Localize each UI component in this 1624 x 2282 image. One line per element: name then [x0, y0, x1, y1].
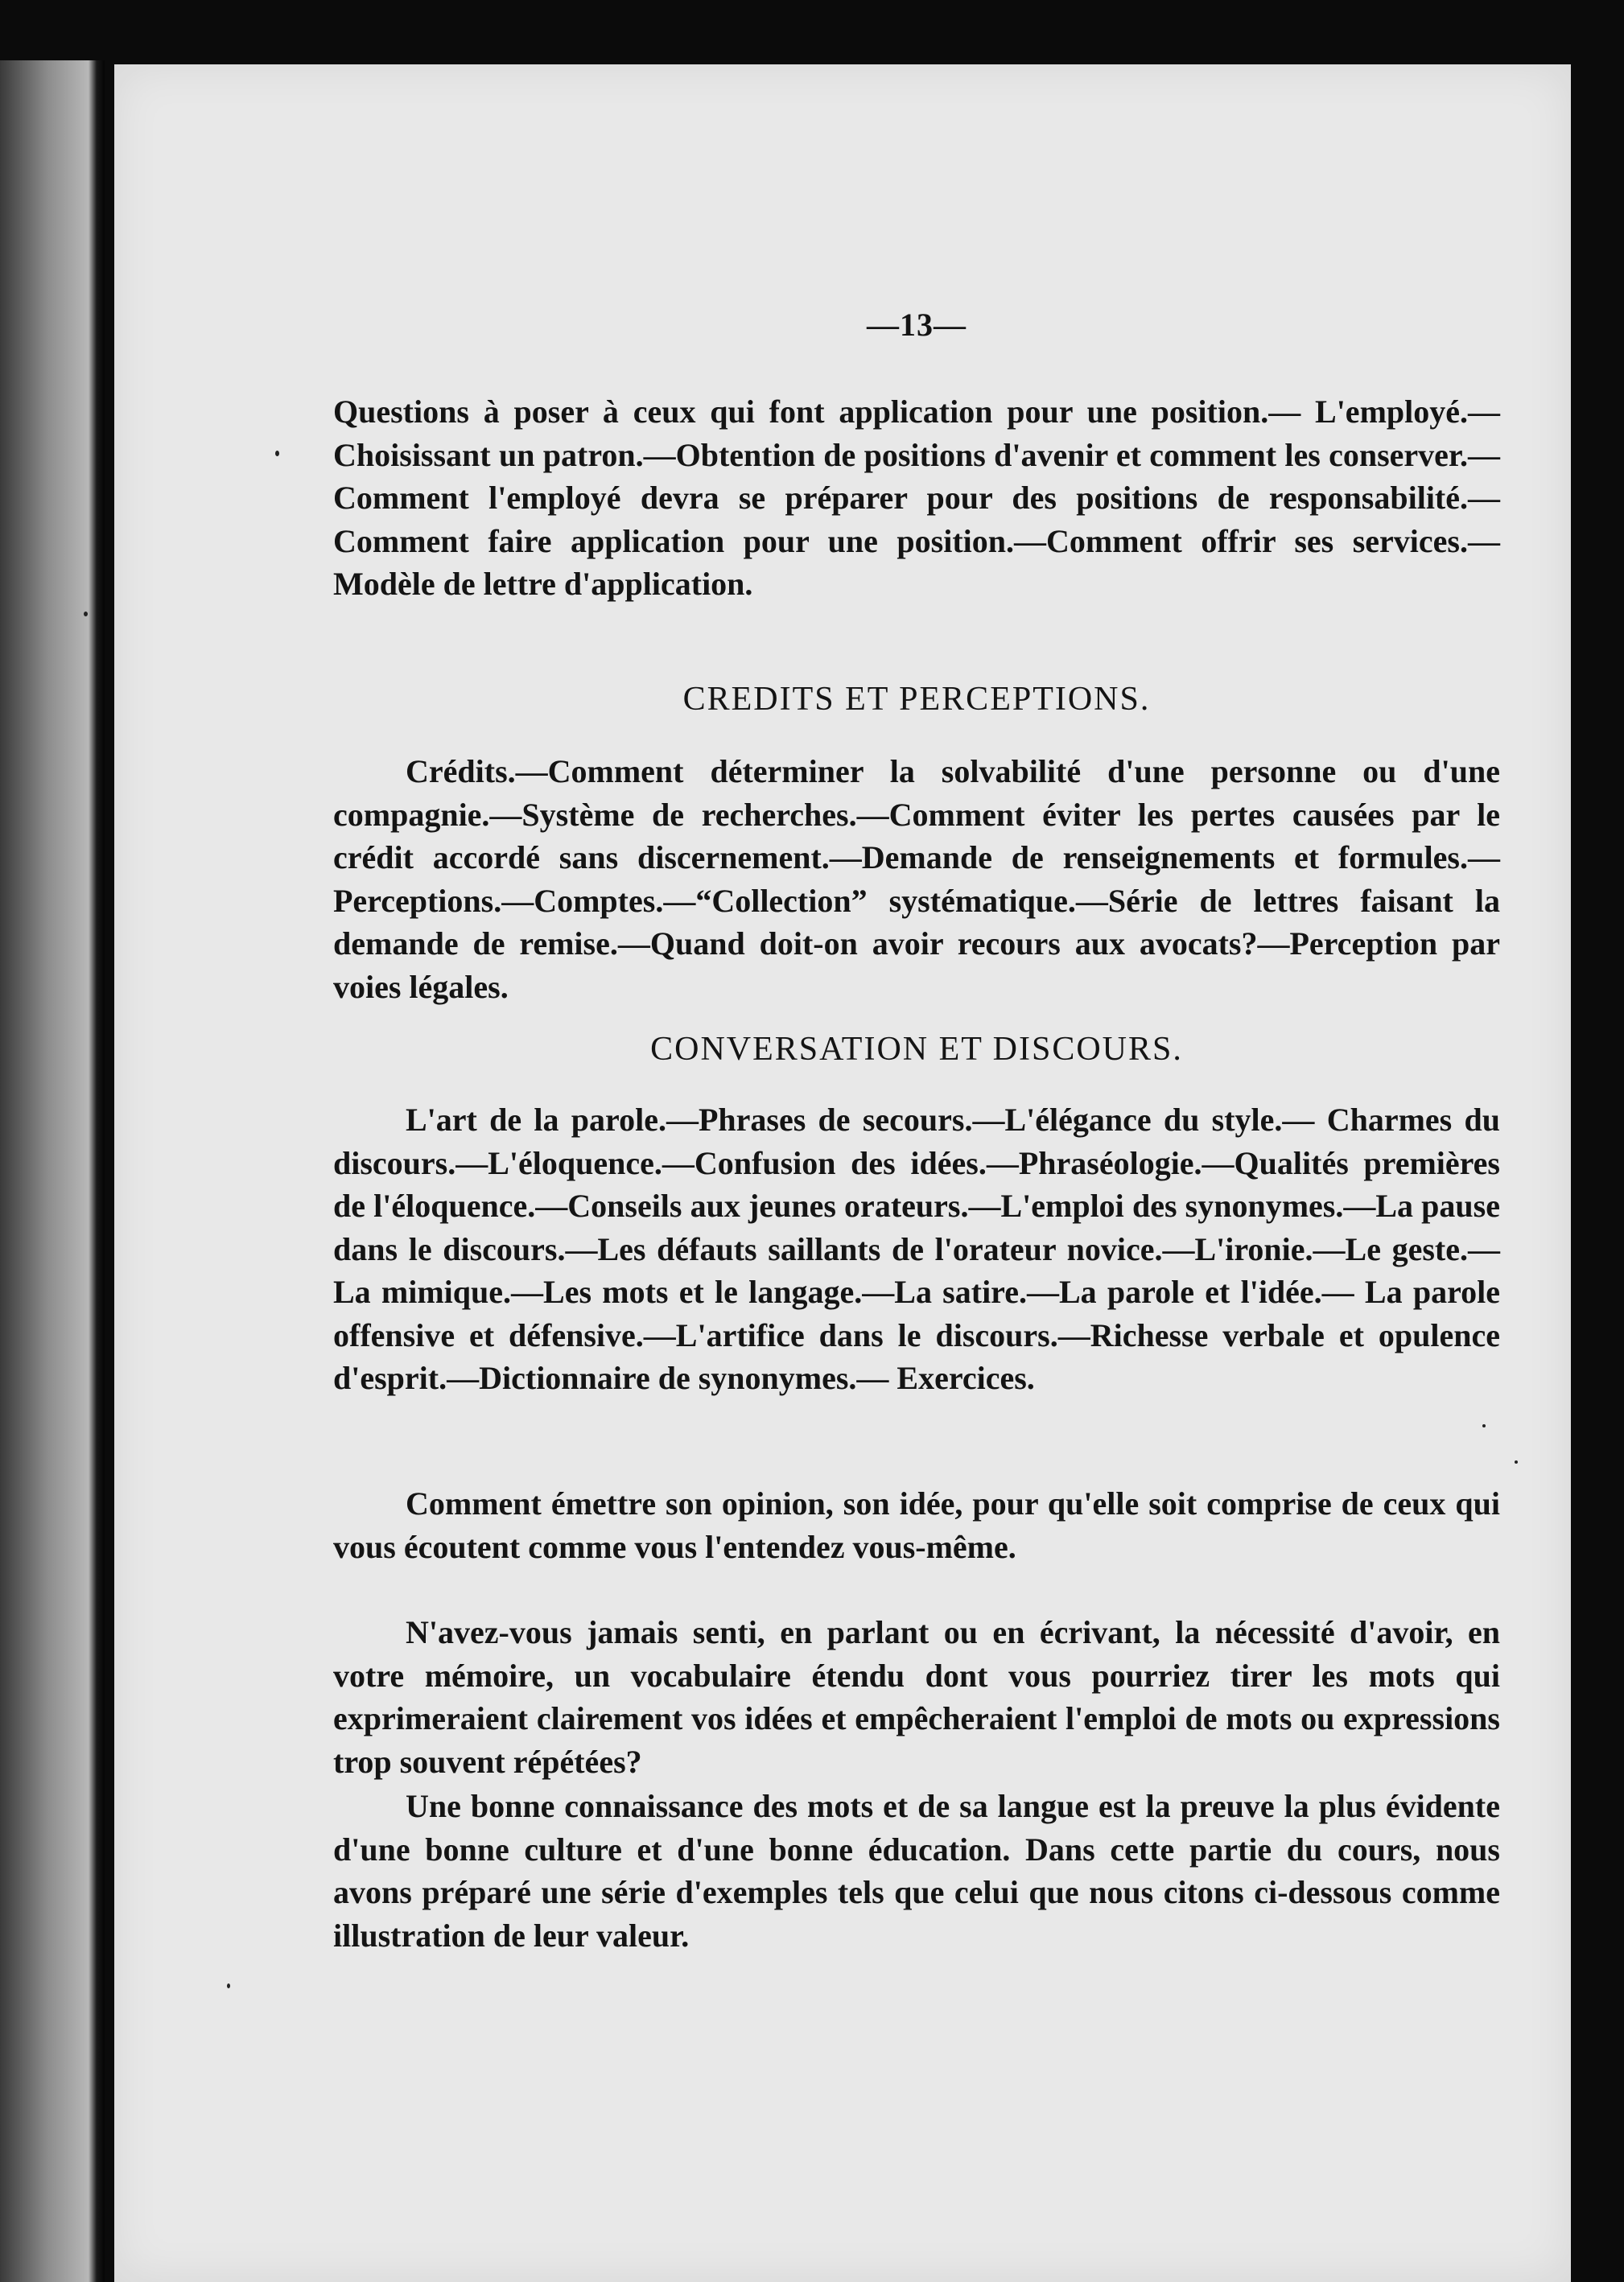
dust-speck	[84, 612, 88, 616]
dust-speck	[275, 451, 279, 456]
section-heading-credits: CREDITS ET PERCEPTIONS.	[682, 681, 1151, 718]
conversation-paragraph-4: Une bonne connaissance des mots et de sa langue est la preuve la plus évidente d'une bonne culture et d'une bonne éducation. Dans cette partie du cours, nous avons préparé une série d'exemples tels que celui que nous citons ci-dessous comme illustration de leur valeur.	[333, 1788, 1500, 1954]
dust-speck	[1515, 1460, 1518, 1464]
conversation-paragraph-1: L'art de la parole.—Phrases de secours.—L'élégance du style.— Charmes du discours.—L'éloquence.—Confusion des idées.—Phraséologie.—Qualités premières de l'éloquence.—Conseils aux jeunes orateurs.—L'emploi des synonymes.—La pause dans le discours.—Les défauts saillants de l'orateur novice.—L'ironie.—Le geste.—La mimique.—Les mots et le langage.—La satire.—La parole et l'idée.— La parole offensive et défensive.—L'artifice dans le discours.—Richesse verbale et opulence d'esprit.—Dictionnaire de synonymes.— Exercices.	[333, 1102, 1500, 1396]
section-heading-conversation: CONVERSATION ET DISCOURS.	[650, 1031, 1183, 1068]
dust-speck	[227, 1983, 230, 1988]
dust-speck	[1482, 1424, 1486, 1427]
page-number: —13—	[867, 307, 967, 343]
intro-paragraph: Questions à poser à ceux qui font application pour une position.— L'employé.—Choisissant un patron.—Obtention de positions d'avenir et comment les conserver.—Comment l'employé devra se préparer pour des positions de responsabilité.—Comment faire application pour une position.—Comment offrir ses services.—Modèle de lettre d'application.	[333, 393, 1500, 602]
book-binding-edge	[0, 60, 105, 2282]
book-page	[114, 64, 1571, 2282]
conversation-paragraph-3: N'avez-vous jamais senti, en parlant ou en écrivant, la nécessité d'avoir, en votre mémoire, un vocabulaire étendu dont vous pourriez tirer les mots qui exprimeraient clairement vos idées et empêcheraient l'emploi de mots ou expressions trop souvent répétées?	[333, 1614, 1500, 1780]
conversation-paragraph-2: Comment émettre son opinion, son idée, pour qu'elle soit comprise de ceux qui vous écoutent comme vous l'entendez vous-même.	[333, 1485, 1500, 1565]
credits-paragraph: Crédits.—Comment déterminer la solvabilité d'une personne ou d'une compagnie.—Système de recherches.—Comment éviter les pertes causées par le crédit accordé sans discernement.—Demande de renseignements et formules.—Perceptions.—Comptes.—“Collection” systématique.—Série de lettres faisant la demande de remise.—Quand doit-on avoir recours aux avocats?—Perception par voies légales.	[333, 753, 1500, 1005]
